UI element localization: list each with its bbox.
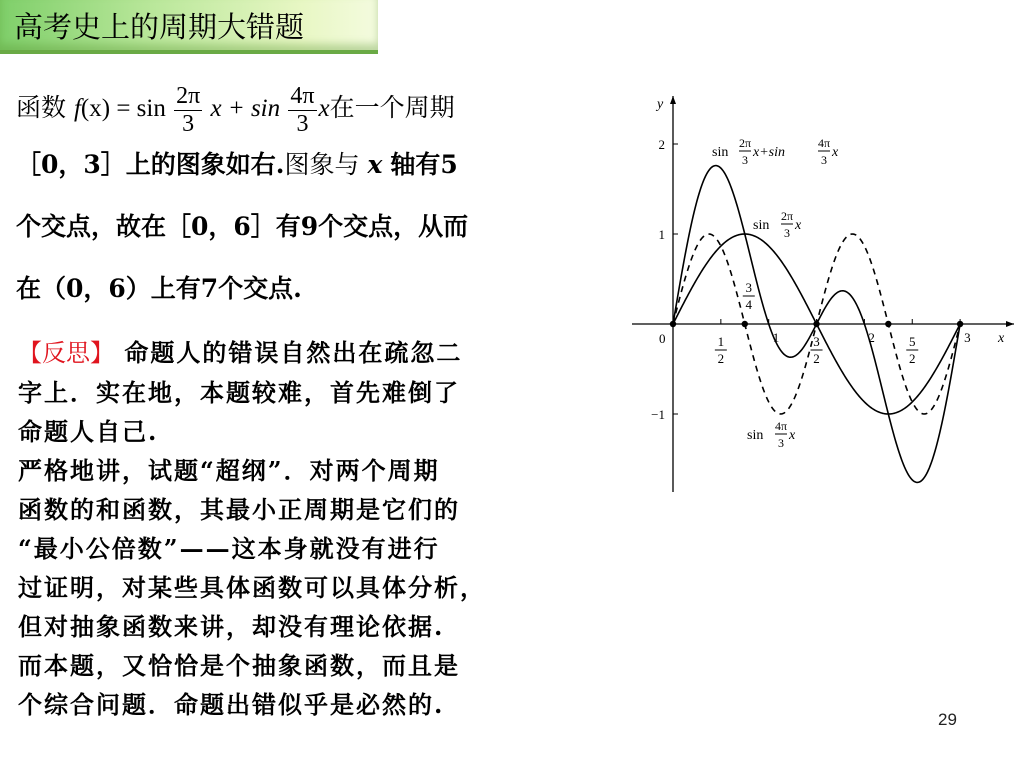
origin-label: 0 — [659, 331, 666, 346]
zero-point-0 — [670, 321, 676, 327]
formula — [73, 82, 330, 137]
curve-label-sum-mid: x+sin — [753, 145, 785, 160]
curve-label-sin4-frac-den: 3 — [778, 436, 784, 450]
page-title: 高考史上的周期大错题 — [14, 10, 305, 44]
curve-label-sum-prefix: sin — [712, 145, 729, 160]
x-axis-label: x — [998, 331, 1005, 346]
reflection-line-2: 字上．实在地，本题较难，首先难倒了 — [18, 378, 460, 407]
formula-paren: (x) = sin — [80, 95, 166, 122]
formula-f: f — [73, 95, 81, 122]
reflection-line-10: 个综合问题．命题出错似乎是必然的. — [18, 690, 445, 719]
function-graph — [626, 86, 1020, 498]
intro-line-2b: 图象与 — [284, 150, 360, 179]
intro-line-3: 个交点，故在［0，6］有9个交点，从而 — [16, 212, 469, 241]
formula-frac-1-den: 3 — [182, 110, 195, 137]
zero-point-3 — [885, 321, 891, 327]
y-axis-arrow — [670, 96, 676, 104]
curve-label-sin2-tail: x — [795, 218, 802, 233]
x-tick-label-3: 2 — [868, 330, 875, 345]
reflection-block — [18, 333, 618, 724]
title-banner — [0, 0, 378, 54]
intro-line-2 — [16, 150, 616, 180]
reflection-line-9: 而本题，又恰恰是个抽象函数，而且是 — [18, 651, 460, 680]
x-tick-label-4-den: 2 — [909, 351, 916, 366]
y-tick-label-1: 1 — [658, 227, 665, 242]
formula-x: x — [318, 95, 330, 122]
curve-label-sin4-tail: x — [789, 428, 796, 443]
curve-label-sum-frac-2-num: 4π — [817, 136, 831, 150]
x-tick-label-2-num: 3 — [813, 334, 820, 349]
y-axis-label: y — [657, 97, 664, 112]
intro-text-period: 在一个周期 — [329, 93, 455, 122]
reflection-line-1-text: 命题人的错误自然出在疏忽二 — [124, 338, 463, 367]
curve-label-sum-frac-1-den: 3 — [742, 153, 748, 167]
curve-label-sum-frac-2-den: 3 — [821, 153, 827, 167]
reflection-label: 【反思】 — [18, 339, 114, 367]
curve-label-sum-frac-1-num: 2π — [738, 136, 752, 150]
intro-line-2-x: x — [367, 150, 383, 179]
intro-line-4: 在（0，6）上有7个交点. — [16, 274, 302, 303]
tick-three-quarters-num: 3 — [745, 280, 753, 295]
x-tick-label-1: 1 — [772, 330, 780, 345]
page-number: 29 — [938, 710, 957, 729]
x-tick-label-0-num: 1 — [717, 334, 725, 349]
reflection-line-1 — [18, 333, 618, 373]
reflection-line-5: 函数的和函数，其最小正周期是它们的 — [18, 495, 460, 524]
x-tick-label-0-den: 2 — [717, 351, 725, 366]
zero-point-1 — [742, 321, 748, 327]
intro-line-2a: ［0，3］上的图象如右 — [16, 150, 276, 179]
formula-frac-2-den: 3 — [296, 110, 309, 137]
tick-three-quarters-den: 4 — [745, 297, 753, 312]
formula-mid: x + sin — [210, 95, 281, 122]
curve-label-sum-tail: x — [832, 145, 839, 160]
y-tick-label-0: 2 — [658, 137, 665, 152]
reflection-line-7: 过证明，对某些具体函数可以具体分析， — [18, 573, 486, 602]
zero-point-4 — [957, 321, 963, 327]
formula-frac-1-num: 2π — [176, 82, 201, 109]
intro-line-2-dot: . — [275, 150, 285, 179]
curve-label-sin4-prefix: sin — [747, 428, 764, 443]
reflection-line-8: 但对抽象函数来讲，却没有理论依据. — [18, 612, 445, 641]
x-tick-label-5: 3 — [964, 330, 971, 345]
reflection-line-4: 严格地讲，试题“超纲”．对两个周期 — [18, 456, 440, 485]
formula-frac-2 — [288, 83, 316, 138]
formula-frac-2-num: 4π — [290, 82, 315, 109]
curve-label-sin4-frac-num: 4π — [774, 419, 788, 433]
reflection-line-3: 命题人自己. — [18, 417, 159, 446]
intro-line-2c: 轴有5 — [390, 150, 458, 179]
curve-label-sin2-frac-den: 3 — [784, 226, 790, 240]
intro-line-1 — [16, 80, 616, 138]
intro-text-hanshu: 函数 — [16, 93, 67, 122]
formula-frac-1 — [174, 83, 202, 138]
x-axis-arrow — [1006, 321, 1014, 327]
zero-point-2 — [813, 321, 819, 327]
curve-label-sin2-frac-num: 2π — [780, 209, 794, 223]
reflection-line-6: “最小公倍数”——这本身就没有进行 — [18, 534, 440, 563]
x-tick-label-4-num: 5 — [909, 334, 916, 349]
x-tick-label-2-den: 2 — [813, 351, 820, 366]
y-tick-label-2: −1 — [651, 407, 665, 422]
curve-label-sin2-prefix: sin — [753, 218, 770, 233]
